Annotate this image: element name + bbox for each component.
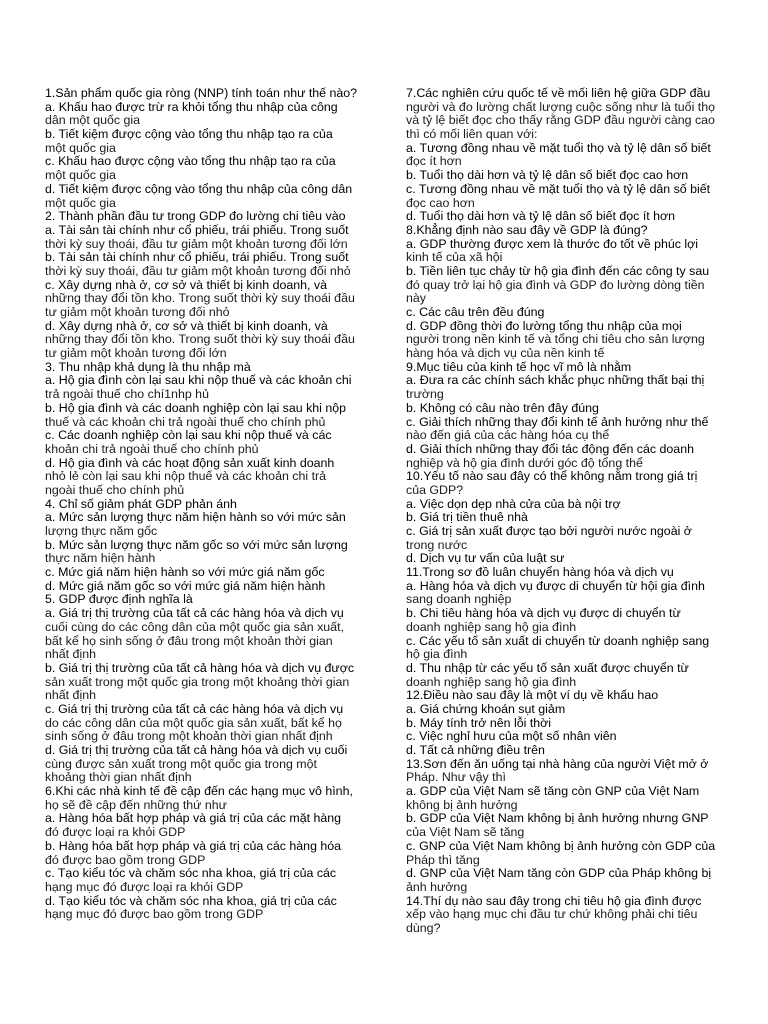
text-line: thuế và các khoản chi trả ngoài thuế cho chính phủ (45, 414, 326, 429)
text-line: người trong nền kinh tế và tổng chi tiêu cho sản lượng (406, 332, 705, 347)
text-line: hạng mục đó được bao gồm trong GDP (45, 907, 264, 922)
answer-option-line: b. Máy tính trở nên lỗi thời (406, 715, 552, 730)
answer-option-line: c. Giải thích những thay đổi kinh tế ảnh hưởng như thế (406, 414, 709, 429)
question-line: 7.Các nghiên cứu quốc tế về mối liên hệ giữa GDP đầu (406, 86, 711, 100)
answer-option-line: a. Tương đồng nhau về mặt tuổi thọ và tỷ lệ dân số biết (406, 140, 711, 155)
answer-option-line: b. Tiền liên tục chảy từ hộ gia đình đến các công ty sau (406, 263, 710, 278)
text-line: nào đến giá của các hàng hóa cụ thể (406, 428, 610, 443)
text-line: đó được bao gồm trong GDP (45, 852, 206, 867)
text-line: Pháp thì tăng (406, 852, 480, 867)
answer-option-line: a. Giá chứng khoán sụt giảm (406, 701, 566, 716)
text-line: của Việt Nam sẽ tăng (406, 825, 525, 840)
question-line: 14.Thí dụ nào sau đây trong chi tiêu hộ gia đình được (406, 893, 702, 908)
text-line: không bị ảnh hưởng (406, 797, 518, 812)
answer-option-line: d. Tuổi thọ dài hơn và tỷ lệ dân số biết đọc ít hơn (406, 209, 676, 224)
text-line: đó được loại ra khỏi GDP (45, 825, 186, 840)
text-line: thời kỳ suy thoái, đầu tư giảm một khoản tương đối lớn (45, 236, 348, 251)
answer-option-line: d. Tạo kiểu tóc và chăm sóc nha khoa, giá trị của các (45, 893, 337, 908)
text-line: trường (406, 387, 444, 402)
text-line: tư giảm một khoản tương đối nhỏ (45, 305, 230, 319)
answer-option-line: c. Việc nghỉ hưu của một số nhân viên (406, 729, 617, 744)
text-line: thời kỳ suy thoái, đầu tư giảm một khoản tương đối nhỏ (45, 263, 351, 278)
text-line: đọc cao hơn (406, 195, 475, 210)
answer-option-line: a. Đưa ra các chính sách khắc phục những thất bại thị (406, 373, 705, 388)
answer-option-line: d. Tiết kiệm được cộng vào tổng thu nhập của công dân (45, 181, 353, 196)
text-line: cùng được sản xuất trong một quốc gia trong một (45, 756, 317, 771)
text-line: đọc ít hơn (406, 154, 462, 169)
answer-option-line: c. Tương đồng nhau về mặt tuổi thọ và tỷ lệ dân số biết (406, 181, 711, 196)
text-line: do các công dân của một quốc gia sản xuất, bất kể họ (45, 715, 342, 730)
text-line: họ sẽ đề cập đến những thứ như (45, 797, 227, 812)
answer-option-line: b. Tài sản tài chính như cổ phiếu, trái phiếu. Trong suốt (45, 250, 349, 265)
answer-option-line: c. Giá trị sản xuất được tạo bởi người nước ngoài ở (406, 524, 692, 538)
answer-option-line: c. Các yếu tố sản xuất di chuyển từ doanh nghiệp sang (406, 633, 710, 648)
text-line: thực năm hiện hành (45, 551, 156, 566)
text-line: trong nước (406, 537, 468, 552)
answer-option-line: c. GNP của Việt Nam không bị ảnh hưởng còn GDP của (406, 838, 716, 853)
text-line: những thay đổi tồn kho. Trong suốt thời kỳ suy thoái đầu (45, 291, 355, 306)
answer-option-line: a. Khấu hao được trừ ra khỏi tổng thu nhập của công (45, 99, 338, 114)
answer-option-line: c. Các doanh nghiệp còn lại sau khi nộp thuế và các (45, 428, 332, 443)
text-line: kinh tế của xã hội (406, 250, 503, 265)
answer-option-line: d. Mức giá năm gốc so với mức giá năm hiện hành (45, 578, 326, 593)
text-line: một quốc gia (45, 140, 116, 155)
answer-option-line: c. Các câu trên đều đúng (406, 305, 545, 319)
answer-option-line: b. Không có câu nào trên đây đúng (406, 400, 599, 415)
answer-option-line: a. Mức sản lượng thực năm hiện hành so với mức sản (45, 510, 346, 525)
answer-option-line: b. GDP của Việt Nam không bị ảnh hưởng nhưng GNP (406, 811, 709, 826)
text-line: những thay đổi tồn kho. Trong suốt thời kỳ suy thoái đầu (45, 332, 355, 347)
text-line: nhất định (45, 688, 96, 703)
answer-option-line: b. Hộ gia đình và các doanh nghiệp còn lại sau khi nộp (45, 400, 347, 415)
answer-option-line: b. Giá trị thị trường của tất cả hàng hóa và dịch vụ được (45, 660, 355, 675)
text-line: và tỷ lệ biết đọc cho thấy rằng GDP đầu người càng cao (406, 113, 715, 128)
question-line: 12.Điều nào sau đây là một ví dụ về khấu hao (406, 688, 659, 703)
answer-option-line: d. Giá trị thị trường của tất cả hàng hóa và dịch vụ cuối (45, 743, 348, 757)
text-line: trả ngoài thuế cho chí1nhp hủ (45, 387, 209, 402)
text-line: một quốc gia (45, 195, 116, 210)
answer-option-line: b. Tiết kiệm được cộng vào tổng thu nhập tạo ra của (45, 127, 333, 142)
text-line: của GDP? (406, 482, 464, 497)
text-line: tư giảm một khoản tương đối lớn (45, 346, 227, 361)
question-line: 11.Trong sơ đồ luân chuyển hàng hóa và dịch vụ (406, 565, 674, 580)
text-line: nghiệp và hộ gia đình dưới góc độ tổng thể (406, 455, 643, 470)
answer-option-line: c. Tạo kiểu tóc và chăm sóc nha khoa, giá trị của các (45, 866, 337, 881)
question-line: 3. Thu nhập khả dụng là thu nhập mà (45, 359, 251, 374)
answer-option-line: b. Tuổi thọ dài hơn và tỷ lệ dân số biết đọc cao hơn (406, 168, 689, 183)
text-line: sinh sống ở đâu trong một khoản thời gian nhất định (45, 729, 333, 744)
answer-option-line: d. GDP đồng thời đo lường tổng thu nhập của mọi (406, 318, 682, 333)
text-line: xếp vào hạng mục chi đầu tư chứ không phải chi tiêu (406, 907, 698, 922)
question-line: 6.Khi các nhà kinh tế đề cập đến các hạng mục vô hình, (45, 784, 353, 799)
answer-option-line: d. GNP của Việt Nam tăng còn GDP của Pháp không bị (406, 866, 712, 881)
text-line: nhất định (45, 647, 96, 662)
text-line: ngoài thuế cho chính phủ (45, 482, 185, 497)
answer-option-line: b. Hàng hóa bất hợp pháp và giá trị của các hàng hóa (45, 838, 342, 853)
right-column (406, 87, 736, 936)
answer-option-line: c. Khấu hao được cộng vào tổng thu nhập tạo ra của (45, 154, 336, 169)
answer-option-line: a. Hộ gia đình còn lại sau khi nộp thuế và các khoản chi (45, 373, 352, 388)
answer-option-line: b. Chi tiêu hàng hóa và dịch vụ được di chuyển từ (406, 606, 681, 621)
question-line: 13.Sơn đến ăn uống tại nhà hàng của người Việt mở ở (406, 756, 709, 771)
question-line: 8.Khẳng định nào sau đây về GDP là đúng? (406, 222, 648, 237)
answer-option-line: a. Việc dọn dẹp nhà cửa của bà nội trợ (406, 496, 621, 511)
answer-option-line: d. Xây dựng nhà ở, cơ sở và thiết bị kinh doanh, và (45, 318, 328, 333)
answer-option-line: a. Hàng hóa bất hợp pháp và giá trị của các mặt hàng (45, 811, 342, 826)
left-column (45, 87, 371, 922)
answer-option-line: a. Hàng hóa và dịch vụ được di chuyển từ hội gia đình (406, 578, 705, 593)
answer-option-line: c. Mức giá năm hiện hành so với mức giá năm gốc (45, 565, 325, 580)
text-line: một quốc gia (45, 168, 116, 183)
text-line: bất kể họ sinh sống ở đâu trong một khoản thời gian (45, 633, 333, 648)
text-line: doanh nghiệp sang hộ gia đình (406, 674, 577, 689)
answer-option-line: c. Xây dựng nhà ở, cơ sở và thiết bị kinh doanh, và (45, 277, 328, 292)
text-line: lượng thực năm gốc (45, 524, 158, 538)
question-line: 1.Sản phẩm quốc gia ròng (NNP) tính toán như thế nào? (45, 86, 358, 100)
text-line: sản xuất trong một quốc gia trong một khoảng thời gian (45, 674, 350, 689)
answer-option-line: d. Hộ gia đình và các hoạt động sản xuất kinh doanh (45, 455, 335, 470)
text-line: người và đo lường chất lượng cuộc sống như là tuổi thọ (406, 99, 715, 114)
question-line: 2. Thành phần đầu tư trong GDP đo lường chi tiêu vào (45, 209, 346, 224)
answer-option-line: d. Tất cả những điều trên (406, 743, 545, 757)
text-line: hàng hóa và dịch vụ của nền kinh tế (406, 346, 605, 361)
text-line: ảnh hưởng (406, 879, 468, 894)
answer-option-line: b. Mức sản lượng thực năm gốc so với mức sản lượng (45, 537, 348, 552)
question-line: 5. GDP được định nghĩa là (45, 592, 193, 607)
text-line: sang doanh nghiệp (406, 592, 512, 607)
answer-option-line: b. Giá trị tiền thuê nhà (406, 510, 528, 525)
answer-option-line: a. GDP của Việt Nam sẽ tăng còn GNP của Việt Nam (406, 784, 700, 799)
text-line: khoản chi trả ngoài thuế cho chính phủ (45, 441, 259, 456)
text-line: dùng? (406, 920, 441, 935)
text-line: thì có mối liên quan với: (406, 127, 538, 142)
answer-option-line: d. Dịch vụ tư vấn của luật sư (406, 551, 565, 566)
text-line: hạng mục đó được loại ra khỏi GDP (45, 879, 244, 894)
text-line: này (406, 291, 426, 306)
text-line: dân một quốc gia (45, 113, 141, 128)
text-line: đó quay trở lại hộ gia đình và GDP đo lường dòng tiền (406, 277, 705, 292)
text-line: nhỏ lẻ còn lại sau khi nộp thuế và các khoản chi trả (45, 469, 327, 484)
text-line: cuối cùng do các công dân của một quốc gia sản xuất, (45, 619, 344, 634)
text-line: hộ gia đình (406, 647, 468, 662)
text-line: doanh nghiệp sang hộ gia đình (406, 619, 577, 634)
text-line: Pháp. Như vậy thì (406, 770, 506, 785)
answer-option-line: a. Tài sản tài chính như cổ phiếu, trái phiếu. Trong suốt (45, 222, 349, 237)
answer-option-line: c. Giá trị thị trường của tất cả các hàng hóa và dịch vụ (45, 701, 344, 716)
answer-option-line: a. Giá trị thị trường của tất cả các hàng hóa và dịch vụ (45, 606, 344, 621)
question-line: 4. Chỉ số giảm phát GDP phản ánh (45, 496, 237, 511)
text-line: khoảng thời gian nhất định (45, 770, 192, 785)
answer-option-line: d. Thu nhập từ các yếu tố sản xuất được chuyển từ (406, 660, 689, 675)
answer-option-line: d. Giải thích những thay đổi tác động đến các doanh (406, 441, 694, 456)
question-line: 10.Yếu tố nào sau đây có thể không nằm trong giá trị (406, 469, 698, 484)
question-line: 9.Mục tiêu của kinh tế học vĩ mô là nhằm (406, 359, 632, 374)
answer-option-line: a. GDP thường được xem là thước đo tốt về phúc lợi (406, 236, 699, 251)
